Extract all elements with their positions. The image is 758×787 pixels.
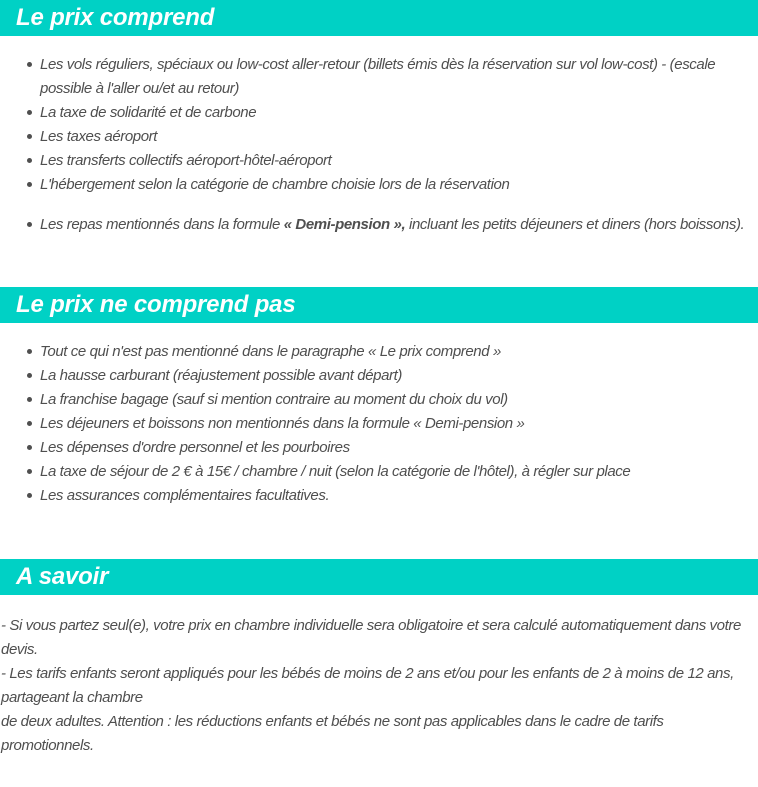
list-item-text-bold: « Demi-pension », — [283, 216, 410, 233]
note-paragraph: de deux adultes. Attention : les réductions enfants et bébés ne sont pas applicables dans le cadre de tarifs promotionnels. — [1, 713, 664, 754]
list-item-text: La franchise bagage (sauf si mention contraire au moment du choix du vol) — [40, 391, 508, 408]
list-item — [40, 101, 746, 125]
list-item-text: Les vols réguliers, spéciaux ou low-cost aller-retour (billets émis dès la réservation sur vol low-cost) - (escale possible à l'aller ou/et au retour) — [40, 56, 716, 97]
list-item-text: Les déjeuners et boissons non mentionnés dans la formule « Demi-pension » — [40, 415, 525, 432]
list-item-text: Les assurances complémentaires facultatives. — [40, 487, 330, 504]
list-item — [40, 149, 746, 173]
section-price-includes — [0, 0, 758, 237]
list-item-text: La hausse carburant (réajustement possible avant départ) — [40, 367, 402, 384]
list-item-meals — [40, 213, 746, 237]
list-item — [40, 460, 746, 484]
list-item — [40, 53, 746, 101]
price-excludes-title: Le prix ne comprend pas — [16, 291, 296, 318]
list-item-text: L'hébergement selon la catégorie de chambre choisie lors de la réservation — [40, 176, 510, 193]
list-item — [40, 388, 746, 412]
good-to-know-header-banner — [0, 559, 758, 595]
section-good-to-know — [0, 559, 758, 758]
price-excludes-header-banner — [0, 287, 758, 323]
price-includes-list — [0, 53, 758, 237]
list-item-text: Tout ce qui n'est pas mentionné dans le paragraphe « Le prix comprend » — [40, 343, 501, 360]
price-includes-header-banner — [0, 0, 758, 36]
list-item-text: La taxe de solidarité et de carbone — [40, 104, 257, 121]
price-includes-title: Le prix comprend — [16, 4, 215, 31]
list-item — [40, 173, 746, 197]
list-item-text: Les transferts collectifs aéroport-hôtel-aéroport — [40, 152, 332, 169]
list-item — [40, 412, 746, 436]
list-item-text: La taxe de séjour de 2 € à 15€ / chambre / nuit (selon la catégorie de l'hôtel), à régler sur place — [40, 463, 631, 480]
good-to-know-title: A savoir — [16, 563, 109, 590]
list-item-text: Les taxes aéroport — [40, 128, 158, 145]
good-to-know-notes — [0, 614, 758, 758]
list-item — [40, 340, 746, 364]
list-item-text: Les dépenses d'ordre personnel et les pourboires — [40, 439, 350, 456]
list-item — [40, 484, 746, 508]
note-paragraph: - Les tarifs enfants seront appliqués pour les bébés de moins de 2 ans et/ou pour les enfants de 2 à moins de 12 ans, partageant la chambre — [1, 665, 734, 706]
list-item — [40, 364, 746, 388]
list-item-text-prefix: Les repas mentionnés dans la formule — [40, 216, 284, 233]
list-item-text-suffix: incluant les petits déjeuners et diners (hors boissons). — [409, 216, 745, 233]
note-paragraph: - Si vous partez seul(e), votre prix en chambre individuelle sera obligatoire et sera calculé automatiquement dans votre devis. — [1, 617, 741, 658]
section-price-excludes — [0, 287, 758, 508]
price-excludes-list — [0, 340, 758, 508]
list-item — [40, 125, 746, 149]
list-item — [40, 436, 746, 460]
